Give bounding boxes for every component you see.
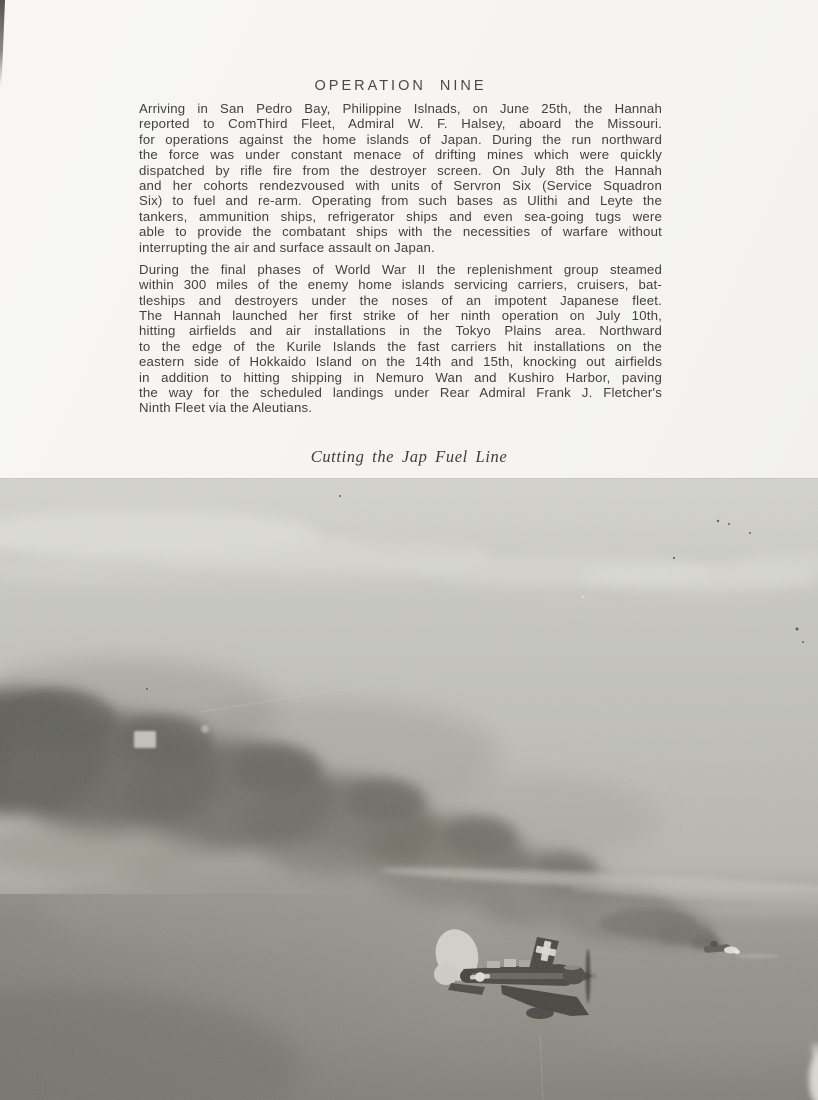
text-line: to the edge of the Kurile Islands the fast carriers hit installations on the (139, 338, 662, 354)
text-line: the way for the scheduled landings under Rear Admiral Frank J. Fletcher's (139, 385, 662, 401)
paragraph-1 (139, 101, 662, 255)
photo-grain (0, 479, 818, 1100)
text-line: Six) to fuel and re-arm. Operating from such bases as Ulithi and Leyte the (139, 193, 662, 209)
text-line: for operations against the home islands of Japan. During the run northward (139, 131, 662, 147)
text-line: interrupting the air and surface assault on Japan. (139, 239, 435, 255)
text-line: and her cohorts rendezvoused with units of Servron Six (Service Squadron (139, 177, 662, 193)
text-line: dispatched by rifle fire from the destroyer screen. On July 8th the Hannah (139, 162, 662, 178)
text-line: hitting airfields and air installations in the Tokyo Plains area. Northward (139, 323, 662, 339)
photo-caption: Cutting the Jap Fuel Line (310, 447, 508, 466)
paragraph-2 (139, 262, 662, 416)
text-line: Ninth Fleet via the Aleutians. (139, 400, 313, 416)
page-title: OPERATION NINE (314, 78, 487, 94)
text-line: Arriving in San Pedro Bay, Philippine Islnads, on June 25th, the Hannah (139, 101, 662, 116)
text-line: During the final phases of World War II the replenishment group steamed (139, 261, 662, 277)
text-line: within 300 miles of the enemy home islands servicing carriers, cruisers, bat- (139, 277, 662, 293)
text-line: eastern side of Hokkaido Island on the 14th and 15th, knocking out airfields (139, 354, 662, 370)
text-line: in addition to hitting shipping in Nemuro Wan and Kushiro Harbor, paving (139, 369, 662, 385)
text-line: tankers, ammunition ships, refrigerator ships and even sea-going tugs were (139, 208, 662, 224)
aerial-photograph (0, 478, 818, 1100)
text-line: The Hannah launched her first strike of her ninth operation on July 10th, (139, 308, 662, 324)
text-line: able to provide the combatant ships with the necessities of warfare without (139, 224, 662, 240)
text-line: the force was under constant menace of drifting mines which were quickly (139, 147, 662, 163)
text-line: tleships and destroyers under the noses of an impotent Japanese fleet. (139, 292, 662, 308)
photo-scene (0, 479, 818, 1100)
text-line: reported to ComThird Fleet, Admiral W. F. Halsey, aboard the Missouri. (139, 116, 662, 132)
scan-edge-mark (0, 0, 5, 86)
article-text (139, 101, 662, 423)
